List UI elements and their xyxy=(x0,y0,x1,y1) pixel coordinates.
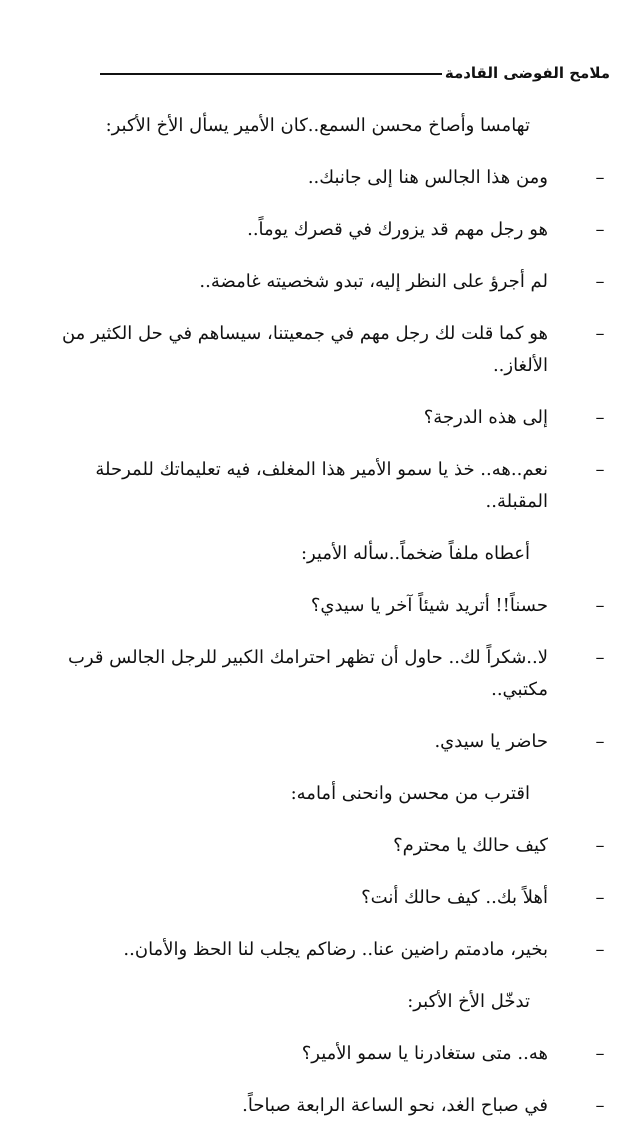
dialogue-line xyxy=(30,266,610,298)
paragraph-text: في صباح الغد، نحو الساعة الرابعة صباحاً. xyxy=(242,1095,548,1116)
dialogue-line xyxy=(30,726,610,758)
paragraph-text: حاضر يا سيدي. xyxy=(434,731,548,752)
narration-paragraph xyxy=(30,538,610,570)
chapter-title: ملامح الفوضى القادمة xyxy=(444,64,610,82)
dialogue-dash: – xyxy=(595,595,605,616)
dialogue-line xyxy=(30,830,610,862)
dialogue-dash: – xyxy=(595,407,605,428)
narration-paragraph xyxy=(30,986,610,1018)
dialogue-line xyxy=(30,214,610,246)
paragraph-text: أهلاً بك.. كيف حالك أنت؟ xyxy=(361,887,548,908)
header-divider-line xyxy=(100,73,442,75)
running-header xyxy=(100,58,610,88)
paragraph-text: لا..شكراً لك.. حاول أن تظهر احترامك الكبير للرجل الجالس قرب مكتبي.. xyxy=(67,647,548,700)
dialogue-dash: – xyxy=(595,887,605,908)
paragraph-text: هو كما قلت لك رجل مهم في جمعيتنا، سيساهم في حل الكثير من الألغاز.. xyxy=(61,323,548,376)
narration-paragraph xyxy=(30,110,610,142)
paragraph-text: نعم..هه.. خذ يا سمو الأمير هذا المغلف، فيه تعليماتك للمرحلة المقبلة.. xyxy=(95,459,548,512)
dialogue-line xyxy=(30,642,610,706)
paragraph-text: هه.. متى ستغادرنا يا سمو الأمير؟ xyxy=(301,1043,548,1064)
dialogue-line xyxy=(30,590,610,622)
body-text xyxy=(30,110,610,1142)
paragraph-text: كيف حالك يا محترم؟ xyxy=(393,835,548,856)
dialogue-dash: – xyxy=(595,219,605,240)
paragraph-text: هو رجل مهم قد يزورك في قصرك يوماً.. xyxy=(247,219,548,240)
dialogue-dash: – xyxy=(595,167,605,188)
dialogue-line xyxy=(30,162,610,194)
paragraph-text: لم أجرؤ على النظر إليه، تبدو شخصيته غامضة.. xyxy=(199,271,548,292)
dialogue-dash: – xyxy=(595,1043,605,1064)
dialogue-line xyxy=(30,318,610,382)
dialogue-line xyxy=(30,934,610,966)
dialogue-line xyxy=(30,1038,610,1070)
dialogue-dash: – xyxy=(595,835,605,856)
narration-paragraph xyxy=(30,778,610,810)
dialogue-line xyxy=(30,882,610,914)
dialogue-dash: – xyxy=(595,1095,605,1116)
paragraph-text: بخير، مادمتم راضين عنا.. رضاكم يجلب لنا الحظ والأمان.. xyxy=(123,939,548,960)
paragraph-text: اقترب من محسن وانحنى أمامه: xyxy=(290,783,530,804)
dialogue-dash: – xyxy=(595,323,605,344)
paragraph-text: تدخّل الأخ الأكبر: xyxy=(407,991,530,1012)
paragraph-text: تهامسا وأصاخ محسن السمع..كان الأمير يسأل الأخ الأكبر: xyxy=(105,115,530,136)
paragraph-text: حسناً!! أتريد شيئاً آخر يا سيدي؟ xyxy=(310,595,548,616)
paragraph-text: أعطاه ملفاً ضخماً..سأله الأمير: xyxy=(300,543,530,564)
dialogue-dash: – xyxy=(595,271,605,292)
dialogue-dash: – xyxy=(595,459,605,480)
dialogue-line xyxy=(30,402,610,434)
dialogue-dash: – xyxy=(595,939,605,960)
dialogue-line xyxy=(30,1090,610,1122)
dialogue-line xyxy=(30,454,610,518)
dialogue-dash: – xyxy=(595,647,605,668)
dialogue-dash: – xyxy=(595,731,605,752)
paragraph-text: ومن هذا الجالس هنا إلى جانبك.. xyxy=(307,167,548,188)
paragraph-text: إلى هذه الدرجة؟ xyxy=(423,407,548,428)
